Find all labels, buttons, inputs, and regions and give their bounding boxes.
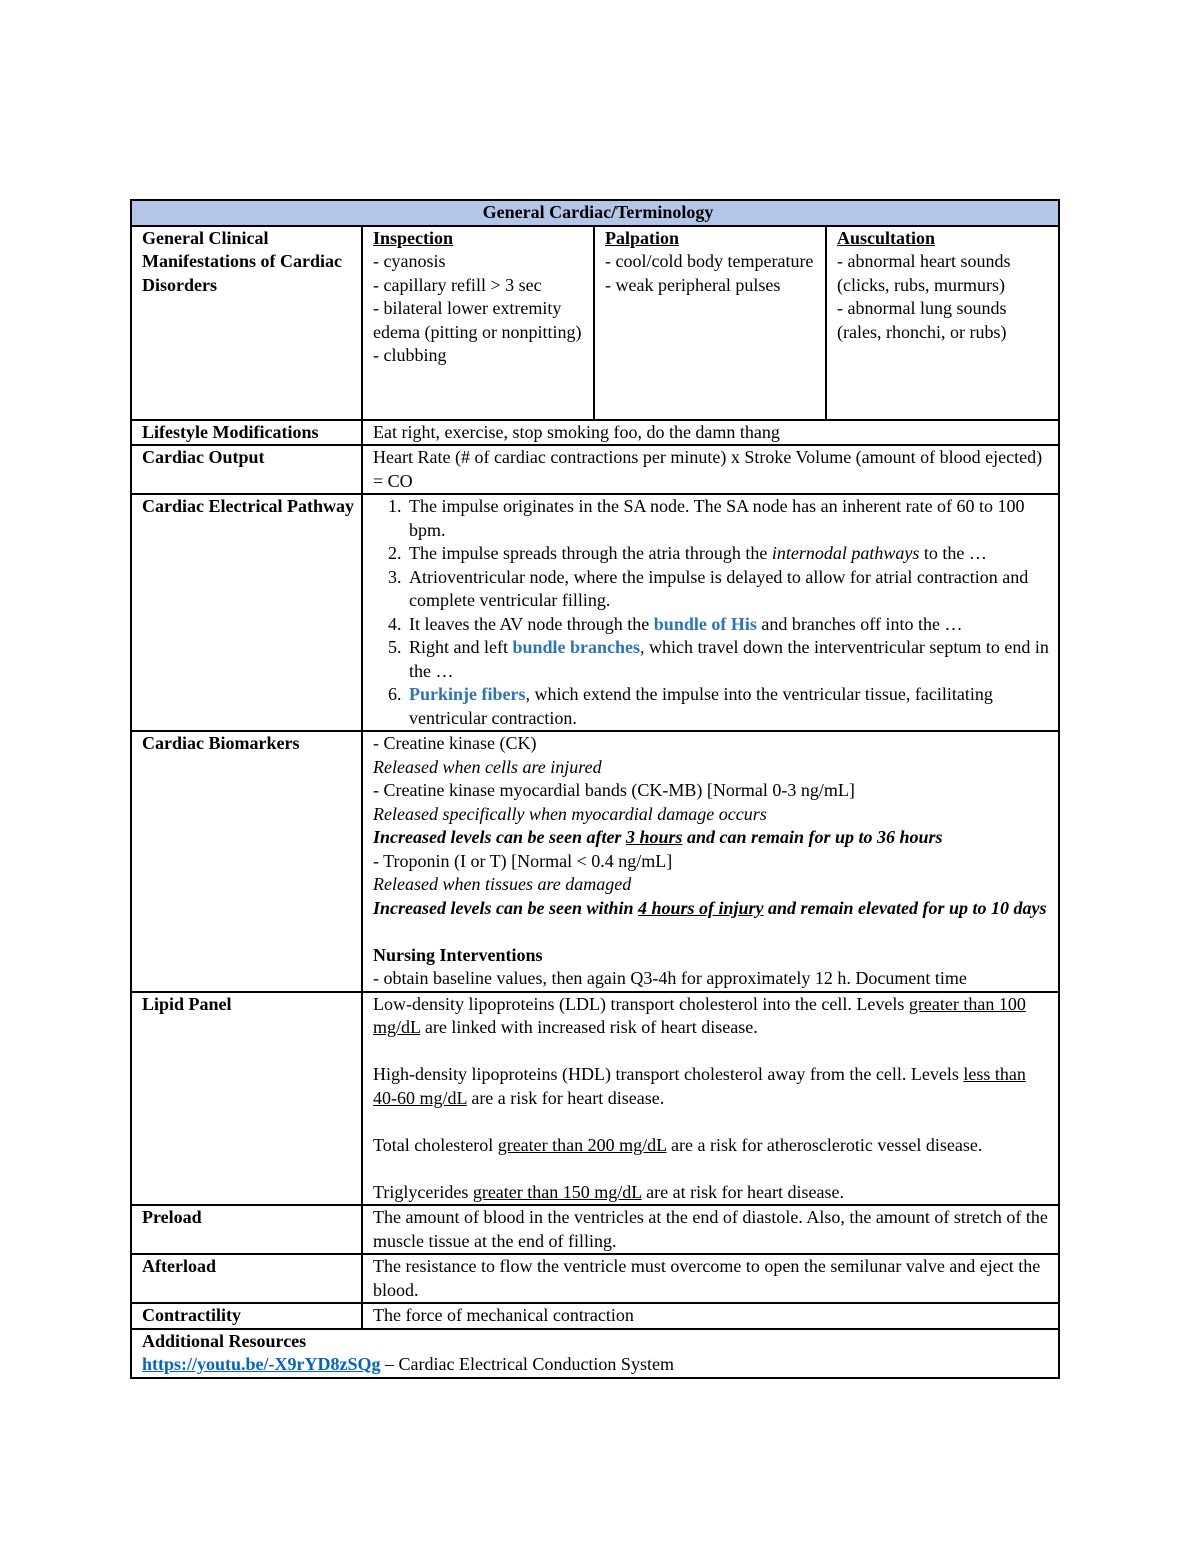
resource-item bbox=[142, 1353, 1054, 1377]
inspection-item: - clubbing bbox=[373, 345, 447, 365]
lipid-text: are a risk for heart disease. bbox=[466, 1087, 665, 1108]
palpation-item: - weak peripheral pulses bbox=[605, 274, 781, 295]
ldl-text bbox=[373, 993, 1054, 1040]
step-text: and branches off into the … bbox=[756, 613, 963, 634]
palpation-heading: Palpation bbox=[605, 227, 680, 248]
troponin-line: - Troponin (I or T) [Normal < 0.4 ng/mL] bbox=[373, 850, 673, 871]
inspection-cell bbox=[362, 226, 594, 420]
lipid-text: are a risk for atherosclerotic vessel disease. bbox=[666, 1134, 983, 1155]
contractility-row bbox=[131, 1303, 1059, 1329]
resources-row bbox=[131, 1329, 1059, 1378]
auscultation-item: - abnormal lung sounds (rales, rhonchi, or rubs) bbox=[837, 298, 1007, 342]
ckmb-line: - Creatine kinase myocardial bands (CK-MB) [Normal 0-3 ng/mL] bbox=[373, 780, 855, 800]
troponin-timing bbox=[373, 897, 1054, 921]
nursing-heading: Nursing Interventions bbox=[373, 944, 543, 965]
inspection-item: - bilateral lower extremity edema (pitting or nonpitting) bbox=[373, 298, 582, 342]
total-cholesterol-text bbox=[373, 1134, 1054, 1158]
step-text: The impulse originates in the SA node. The SA node has an inherent rate of 60 to 100 bpm. bbox=[409, 496, 1025, 540]
timing-text: Increased levels can be seen after bbox=[373, 827, 626, 847]
table-title: General Cardiac/Terminology bbox=[131, 200, 1059, 226]
biomarkers-label: Cardiac Biomarkers bbox=[131, 731, 362, 992]
timing-highlight: 4 hours of injury bbox=[637, 897, 764, 918]
lipid-row bbox=[131, 992, 1059, 1206]
inspection-item: - cyanosis bbox=[373, 251, 446, 271]
pathway-label: Cardiac Electrical Pathway bbox=[131, 494, 362, 731]
lipid-text: Low-density lipoproteins (LDL) transport cholesterol into the cell. Levels bbox=[373, 993, 909, 1014]
timing-text: and remain elevated for up to 10 days bbox=[763, 897, 1047, 918]
contractility-text: The force of mechanical contraction bbox=[362, 1303, 1059, 1329]
cardiac-output-row bbox=[131, 445, 1059, 494]
auscultation-item: - abnormal heart sounds (clicks, rubs, murmurs) bbox=[837, 251, 1011, 295]
lipid-label: Lipid Panel bbox=[131, 992, 362, 1206]
inspection-heading: Inspection bbox=[373, 227, 454, 248]
palpation-cell bbox=[594, 226, 826, 420]
step-text: to the … bbox=[919, 543, 987, 563]
ck-note: Released when cells are injured bbox=[373, 756, 602, 777]
cardiac-terminology-table bbox=[130, 199, 1060, 1379]
step-text: Right and left bbox=[409, 637, 513, 657]
lipid-text: are linked with increased risk of heart disease. bbox=[420, 1017, 758, 1037]
lifestyle-text: Eat right, exercise, stop smoking foo, do the damn thang bbox=[362, 420, 1059, 446]
afterload-label: Afterload bbox=[131, 1254, 362, 1303]
timing-text: and can remain for up to 36 hours bbox=[682, 827, 943, 847]
step-text: It leaves the AV node through the bbox=[409, 613, 654, 634]
hdl-text bbox=[373, 1063, 1054, 1110]
lipid-threshold: less than 40-60 mg/dL bbox=[373, 1064, 1026, 1108]
nursing-text: - obtain baseline values, then again Q3-4h for approximately 12 h. Document time bbox=[373, 968, 967, 988]
lipid-cell bbox=[362, 992, 1059, 1206]
pathway-row bbox=[131, 494, 1059, 731]
step-text: , which extend the impulse into the ventricular tissue, facilitating ventricular contraction. bbox=[409, 684, 993, 728]
step-emphasis: internodal pathways bbox=[771, 543, 920, 563]
lipid-threshold: greater than 150 mg/dL bbox=[472, 1181, 642, 1202]
lipid-text: Triglycerides bbox=[373, 1181, 473, 1202]
pathway-step bbox=[406, 613, 1054, 637]
palpation-item: - cool/cold body temperature bbox=[605, 251, 814, 271]
resource-description: – Cardiac Electrical Conduction System bbox=[380, 1354, 674, 1374]
afterload-text: The resistance to flow the ventricle must overcome to open the semilunar valve and eject the blood. bbox=[362, 1254, 1059, 1303]
preload-label: Preload bbox=[131, 1205, 362, 1254]
step-text: The impulse spreads through the atria through the bbox=[409, 543, 772, 563]
step-highlight: bundle branches bbox=[512, 637, 641, 657]
pathway-step bbox=[406, 636, 1054, 683]
lipid-text: are at risk for heart disease. bbox=[641, 1181, 845, 1202]
pathway-step bbox=[406, 495, 1054, 542]
ckmb-note: Released specifically when myocardial damage occurs bbox=[373, 803, 767, 824]
auscultation-heading: Auscultation bbox=[837, 227, 936, 248]
timing-highlight: 3 hours bbox=[625, 827, 683, 847]
auscultation-cell bbox=[826, 226, 1059, 420]
biomarkers-row bbox=[131, 731, 1059, 992]
inspection-item: - capillary refill > 3 sec bbox=[373, 274, 542, 295]
manifestations-row bbox=[131, 226, 1059, 420]
lipid-threshold: greater than 200 mg/dL bbox=[497, 1134, 667, 1155]
resources-heading: Additional Resources bbox=[142, 1330, 307, 1351]
resources-cell bbox=[131, 1329, 1059, 1378]
pathway-steps bbox=[373, 495, 1054, 730]
afterload-row bbox=[131, 1254, 1059, 1303]
timing-text: Increased levels can be seen within bbox=[373, 897, 638, 918]
cardiac-output-label: Cardiac Output bbox=[131, 445, 362, 494]
manifestations-label: General Clinical Manifestations of Cardiac Disorders bbox=[131, 226, 362, 420]
troponin-note: Released when tissues are damaged bbox=[373, 874, 632, 894]
ck-line: - Creatine kinase (CK) bbox=[373, 733, 537, 753]
preload-text: The amount of blood in the ventricles at the end of diastole. Also, the amount of stretch of the muscle tissue at the end of filling. bbox=[362, 1205, 1059, 1254]
step-highlight: Purkinje fibers bbox=[409, 684, 526, 704]
cardiac-output-text: Heart Rate (# of cardiac contractions per minute) x Stroke Volume (amount of blood ejected) = CO bbox=[362, 445, 1059, 494]
pathway-step bbox=[406, 683, 1054, 730]
triglycerides-text bbox=[373, 1181, 1054, 1205]
contractility-label: Contractility bbox=[131, 1303, 362, 1329]
step-text: , which travel down the interventricular septum to end in the … bbox=[409, 637, 1049, 681]
lipid-text: High-density lipoproteins (HDL) transport cholesterol away from the cell. Levels bbox=[373, 1064, 964, 1084]
lipid-text: Total cholesterol bbox=[373, 1134, 498, 1155]
lifestyle-label: Lifestyle Modifications bbox=[131, 420, 362, 446]
step-highlight: bundle of His bbox=[653, 613, 757, 634]
lifestyle-row bbox=[131, 420, 1059, 446]
ckmb-timing bbox=[373, 826, 1054, 850]
step-text: Atrioventricular node, where the impulse is delayed to allow for atrial contraction and complete ventricular filling. bbox=[409, 566, 1029, 610]
pathway-step bbox=[406, 566, 1054, 613]
biomarkers-cell bbox=[362, 731, 1059, 992]
lipid-threshold: greater than 100 mg/dL bbox=[373, 993, 1026, 1037]
pathway-step bbox=[406, 542, 1054, 566]
pathway-cell bbox=[362, 494, 1059, 731]
youtube-link[interactable]: https://youtu.be/-X9rYD8zSQg bbox=[142, 1354, 381, 1374]
title-row bbox=[131, 200, 1059, 226]
preload-row bbox=[131, 1205, 1059, 1254]
